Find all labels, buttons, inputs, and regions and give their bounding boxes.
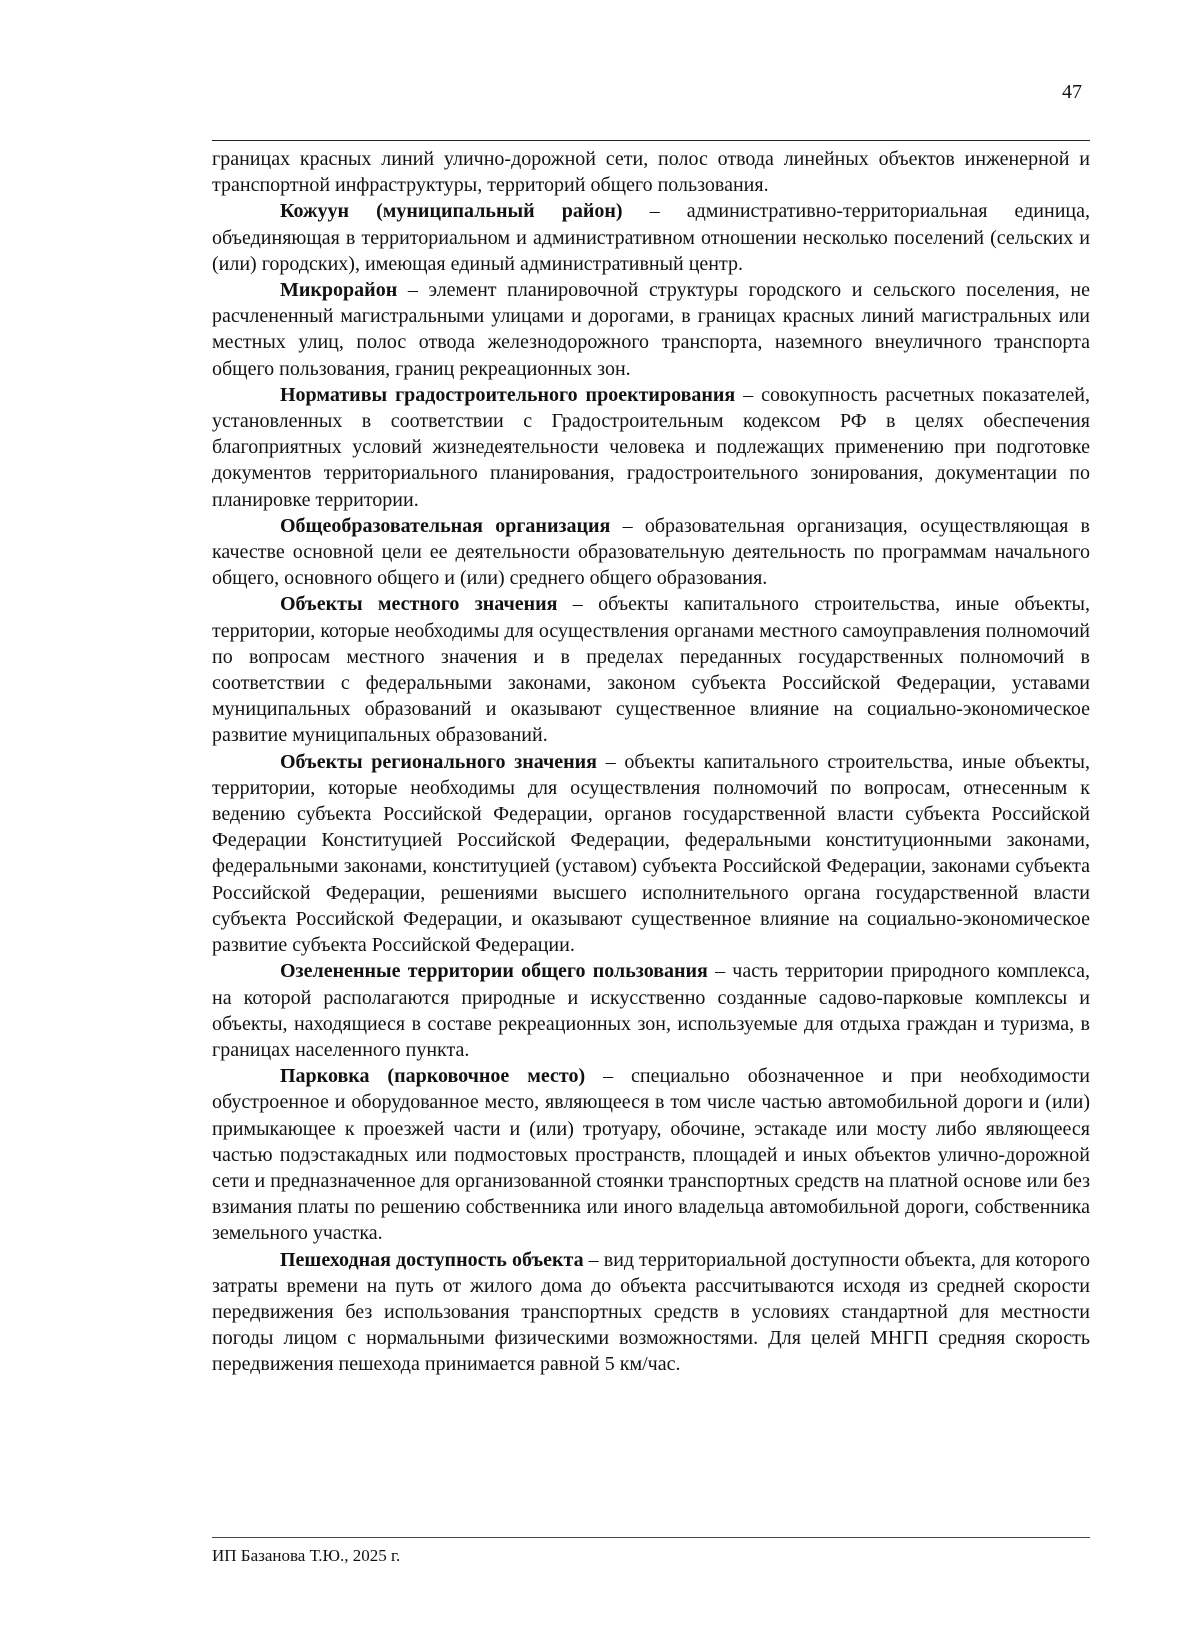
definition-normativy (212, 382, 1090, 513)
definition-text: – образовательная организация, осуществляющая в качестве основной цели ее деятельности образовательную деятельность по программам начального общего, основного общего и (или) среднего общего образования. (212, 514, 1090, 590)
definition-kozhuun (212, 198, 1090, 277)
definition-text: – вид территориальной доступности объекта, для которого затраты времени на путь от жилого дома до объекта рассчитываются исходя из средней скорости передвижения без использования транспортных средств в условиях стандартной для местности погоды лицом с нормальными физическими возможностями. Для целей МНГП средняя скорость передвижения пешехода принимается равной 5 км/час. (212, 1248, 1090, 1376)
definition-obekty-regionalnogo (212, 749, 1090, 959)
definition-obekty-mestnogo (212, 591, 1090, 748)
document-body (212, 146, 1090, 1378)
definition-parkovka (212, 1063, 1090, 1246)
definition-text: – специально обозначенное и при необходимости обустроенное и оборудованное место, являющееся в том числе частью автомобильной дороги и (или) примыкающее к проезжей части и (или) тротуару, обочине, эстакаде или мосту либо являющееся частью подэстакадных или подмостовых пространств, площадей и иных объектов улично-дорожной сети и предназначенное для организованной стоянки транспортных средств на платной основе или без взимания платы по решению собственника или иного владельца автомобильной дороги, собственника земельного участка. (212, 1065, 1090, 1245)
intro-paragraph: границах красных линий улично-дорожной сети, полос отвода линейных объектов инженерной и транспортной инфраструктуры, территорий общего пользования. (212, 148, 1090, 197)
header-divider (212, 140, 1090, 141)
definition-text: – объекты капитального строительства, иные объекты, территории, которые необходимы для осуществления полномочий по вопросам, отнесенным к ведению субъекта Российской Федерации, органов государственной власти субъекта Российской Федерации Конституцией Российской Федерации, федеральными конституционными законами, федеральными законами, конституцией (уставом) субъекта Российской Федерации, законами субъекта Российской Федерации, решениями высшего исполнительного органа государственной власти субъекта Российской Федерации, и оказывают существенное влияние на социально-экономическое развитие субъекта Российской Федерации. (212, 750, 1090, 957)
definition-text: – элемент планировочной структуры городского и сельского поселения, не расчлененный магистральными улицами и дорогами, в границах красных линий магистральных или местных улиц, полос отвода железнодорожного транспорта, наземного внеуличного транспорта общего пользования, границ рекреационных зон. (212, 279, 1090, 380)
definition-term: Пешеходная доступность объекта (280, 1248, 584, 1271)
definition-mikrorayon (212, 277, 1090, 382)
definition-text: – совокупность расчетных показателей, установленных в соответствии с Градостроительным кодексом РФ в целях обеспечения благоприятных условий жизнедеятельности человека и подлежащих применению при подготовке документов территориального планирования, градостроительного зонирования, документации по планировке территории. (212, 383, 1090, 511)
definition-term: Общеобразовательная организация (280, 514, 611, 537)
definition-term: Кожуун (муниципальный район) (280, 200, 623, 223)
definition-term: Микрорайон (280, 279, 398, 302)
definition-term: Озелененные территории общего пользования (280, 960, 708, 983)
definition-term: Объекты местного значения (280, 593, 558, 616)
definition-text: – часть территории природного комплекса, на которой располагаются природные и искусственно созданные садово-парковые комплексы и объекты, находящиеся в составе рекреационных зон, используемые для отдыха граждан и туризма, в границах населенного пункта. (212, 960, 1090, 1061)
footer-author: ИП Базанова Т.Ю., 2025 г. (212, 1546, 401, 1565)
definition-ozelenennye (212, 958, 1090, 1063)
page-number: 47 (1062, 81, 1082, 103)
definition-peshekhodnaya (212, 1247, 1090, 1378)
definition-term: Парковка (парковочное место) (280, 1065, 586, 1088)
definition-term: Объекты регионального значения (280, 750, 597, 773)
definition-term: Нормативы градостроительного проектирования (280, 383, 736, 406)
definition-text: – административно-территориальная единица, объединяющая в территориальном и административном отношении несколько поселений (сельских и (или) городских), имеющая единый административный центр. (212, 200, 1090, 275)
definition-obshcheobrazovatelnaya (212, 513, 1090, 592)
definition-text: – объекты капитального строительства, иные объекты, территории, которые необходимы для осуществления органами местного самоуправления полномочий по вопросам местного значения и в пределах переданных государственных полномочий в соответствии с федеральными законами, законом субъекта Российской Федерации, уставами муниципальных образований и оказывают существенное влияние на социально-экономическое развитие муниципальных образований. (212, 593, 1090, 747)
footer-divider (212, 1537, 1090, 1538)
